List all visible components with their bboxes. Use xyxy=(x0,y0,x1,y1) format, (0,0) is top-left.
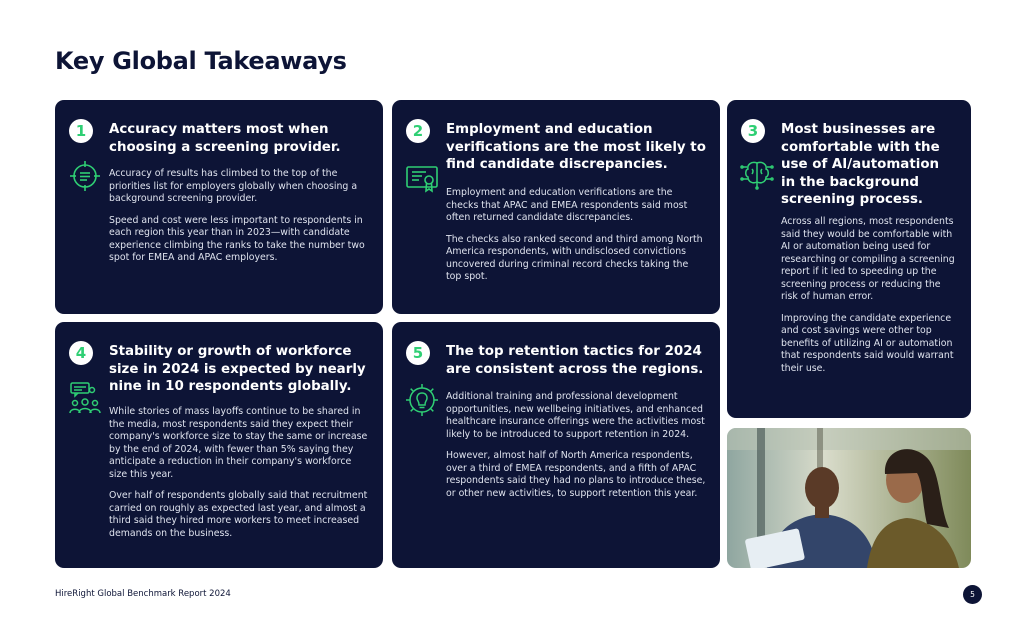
card-number-badge: 1 xyxy=(69,119,93,143)
certificate-icon xyxy=(404,160,440,196)
takeaway-card-4 xyxy=(55,322,383,568)
card-number-badge: 5 xyxy=(406,341,430,365)
card-number-badge: 2 xyxy=(406,119,430,143)
card-paragraph: Improving the candidate experience and cost savings were other top benefits of utilizing AI or automation that respondents said would warrant their use. xyxy=(781,312,954,374)
card-body xyxy=(446,391,706,509)
card-paragraph: The checks also ranked second and third among North America respondents, with undisclosed convictions uncovered during criminal record checks taking the top spot. xyxy=(446,233,703,282)
card-paragraph: While stories of mass layoffs continue to be shared in the media, most respondents said they expect their company's workforce size to stay the same or increase by the end of 2024, with fewer than 5% saying they anticipate a reduction in their company's workforce size this year. xyxy=(109,406,368,480)
card-title: Most businesses are comfortable with the use of AI/automation in the background screening process. xyxy=(781,122,940,207)
card-paragraph: Over half of respondents globally said that recruitment carried on roughly as expected last year, and almost a third said they hired more workers to meet increased demands on the business. xyxy=(109,490,368,539)
card-title: The top retention tactics for 2024 are consistent across the regions. xyxy=(446,344,704,377)
card-title: Accuracy matters most when choosing a screening provider. xyxy=(109,122,341,155)
card-number-badge: 4 xyxy=(69,341,93,365)
card-paragraph: Speed and cost were less important to respondents in each region this year than in 2023—with candidate experience climbing the ranks to take the number two spot for EMEA and APAC employers. xyxy=(109,214,365,263)
page-number-badge: 5 xyxy=(963,585,982,604)
takeaway-card-5 xyxy=(392,322,720,568)
takeaway-card-3 xyxy=(727,100,971,418)
card-paragraph: Across all regions, most respondents said they would be comfortable with AI or automation being used for researching or compiling a screening report if it led to speeding up the screening process or reducing the risk of human error. xyxy=(781,216,955,302)
card-title: Stability or growth of workforce size in 2024 is expected by nearly nine in 10 respondents globally. xyxy=(109,344,366,394)
group-chat-icon xyxy=(67,380,103,416)
lightbulb-gear-icon xyxy=(404,382,440,418)
card-title: Employment and education verifications are the most likely to find candidate discrepancies. xyxy=(446,122,706,172)
card-body xyxy=(446,187,706,293)
card-paragraph: Employment and education verifications are the checks that APAC and EMEA respondents said most often returned candidate discrepancies. xyxy=(446,187,688,223)
target-crosshair-icon xyxy=(67,158,103,194)
page-title: Key Global Takeaways xyxy=(55,47,347,75)
card-body xyxy=(109,168,369,274)
card-body xyxy=(781,216,957,384)
takeaway-card-2 xyxy=(392,100,720,314)
office-photo xyxy=(727,428,971,568)
card-paragraph: Additional training and professional development opportunities, new wellbeing initiatives, and enhanced healthcare insurance offerings were the activities most likely to be introduced to support retention in 2024. xyxy=(446,391,705,440)
card-number-badge: 3 xyxy=(741,119,765,143)
ai-brain-circuit-icon xyxy=(739,155,775,191)
footer-report-name: HireRight Global Benchmark Report 2024 xyxy=(55,589,231,599)
card-body xyxy=(109,406,369,549)
takeaway-card-1 xyxy=(55,100,383,314)
card-paragraph: Accuracy of results has climbed to the top of the priorities list for employers globally when choosing a background screening provider. xyxy=(109,168,358,204)
card-paragraph: However, almost half of North America respondents, over a third of EMEA respondents, and a fifth of APAC respondents said they had no plans to introduce these, or other new activities, to support retention this year. xyxy=(446,450,706,499)
